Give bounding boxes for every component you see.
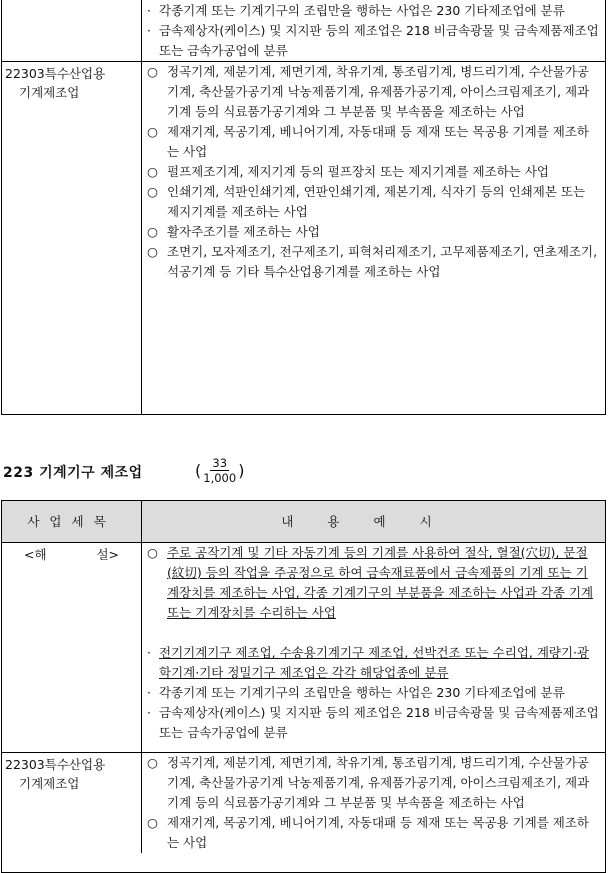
section-title: 223 기계기구 제조업 [3,465,143,481]
table-row [2,542,605,752]
empty-cell [2,0,142,61]
table-row [2,0,605,61]
top-table [1,0,606,415]
rate-numerator: 33 [212,456,228,470]
code-cell: 22303특수산업용 기계제조업 [2,753,142,853]
list-item: ○ 정곡기계, 제분기계, 제면기계, 착유기계, 통조림기계, 병드리기계, 수산물가공기계, 축산물가공기계 낙농제품기계, 유제품가공기계, 아이스크림제조기, 제과기계 등의 식료품가공기계와 그 부분품 및 부속품을 제조하는 사업 [147,64,590,119]
list-item: ○ 제재기계, 목공기계, 베니어기계, 자동대패 등 제재 또는 목공용 기계를 제조하는 사업 [147,815,590,850]
content-cell [142,753,605,853]
list-item: ○ 활자주조기를 제조하는 사업 [147,224,320,239]
explain-content-cell [142,543,605,752]
content-cell [142,62,605,415]
code-cell: 22303특수산업용 기계제조업 [2,62,142,415]
list-item: · 금속제상자(케이스) 및 지지판 등의 제조업은 218 비금속광물 및 금속제품제조업 또는 금속가공업에 분류 [147,705,599,740]
list-item: ○ 제재기계, 목공기계, 베니어기계, 자동대패 등 제재 또는 목공용 기계를 제조하는 사업 [147,124,590,159]
rate-denominator: 1,000 [203,471,237,485]
list-item: ○ 인쇄기계, 석판인쇄기계, 연판인쇄기계, 제본기계, 식자기 등의 인쇄제본 또는 제지기계를 제조하는 사업 [147,184,586,219]
table-row [2,61,605,415]
explain-label-cell: <해 설> [2,543,142,752]
list-item: · 전기기계기구 제조업, 수송용기계기구 제조업, 선박건조 또는 수리업, 계량기·광학기계·기타 정밀기구 제조업은 각각 해당업종에 분류 [147,645,590,680]
main-table [1,500,606,873]
table-header [2,501,605,542]
table-row [2,752,605,853]
header-col-item: 사업세목 [2,501,142,542]
list-item: ○ 펄프제조기계, 제지기계 등의 펄프장치 또는 제지기계를 제조하는 사업 [147,164,549,179]
header-col-content: 내용예시 [281,513,466,529]
content-cell [142,0,605,61]
list-item: · 각종기계 또는 기계기구의 조립만을 행하는 사업은 230 기타제조업에 분류 [147,3,565,18]
list-item: ○ 조면기, 모자제조기, 전구제조기, 피혁처리제조기, 고무제품제조기, 연초제조기, 석공기계 등 기타 특수산업용기계를 제조하는 사업 [147,244,598,279]
rate-fraction: ( $\frac{33}{1,000}$ ) [195,456,245,485]
list-item: ○ 주로 공작기계 및 기타 자동기계 등의 기계를 사용하여 절삭, 혈절(穴切), 문절(紋切) 등의 작업을 주공정으로 하여 금속재료품에서 금속제품의 기계 또는 기계장치를 제조하는 사업, 각종 기계기구의 부분품을 제조하는 사업과 각종 기계 또는 기계장치를 수리하는 사업 [147,545,594,620]
list-item: · 각종기계 또는 기계기구의 조립만을 행하는 사업은 230 기타제조업에 분류 [147,685,565,700]
list-item: ○ 정곡기계, 제분기계, 제면기계, 착유기계, 통조림기계, 병드리기계, 수산물가공기계, 축산물가공기계 낙농제품기계, 유제품가공기계, 아이스크림제조기, 제과기계 등의 식료품가공기계와 그 부분품 및 부속품을 제조하는 사업 [147,755,590,810]
list-item: · 금속제상자(케이스) 및 지지판 등의 제조업은 218 비금속광물 및 금속제품제조업 또는 금속가공업에 분류 [147,23,599,58]
